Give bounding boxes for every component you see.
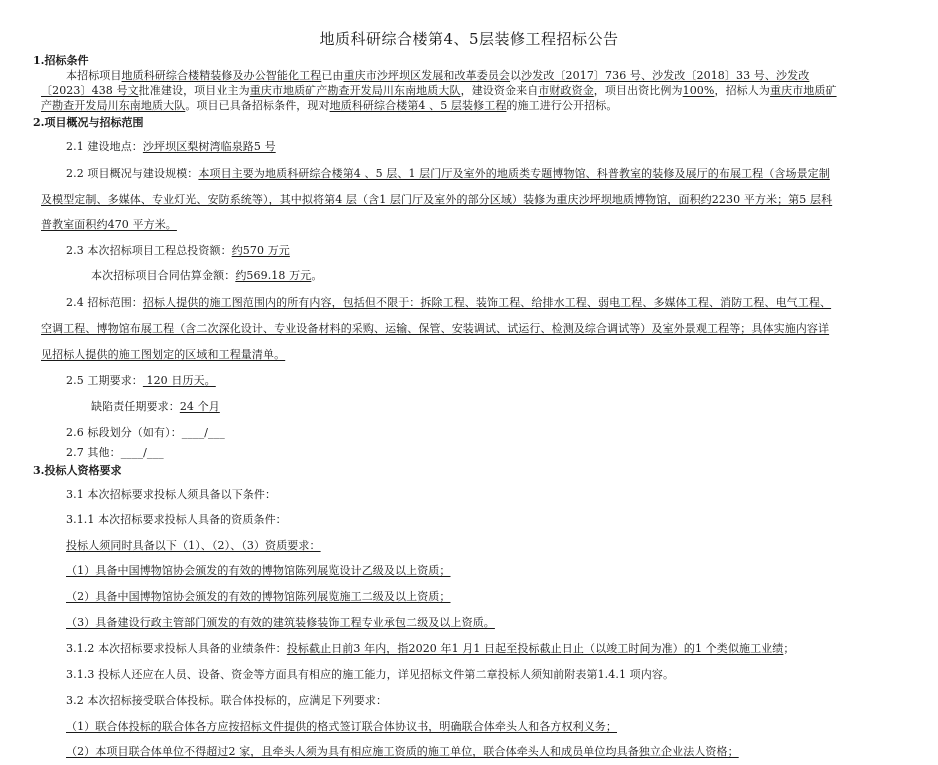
project-name: 地质科研综合楼精装修及办公智能化工程 [121, 69, 322, 82]
qual-1: （1）具备中国博物馆协会颁发的有效的博物馆陈列展览设计乙级及以上资质； [66, 564, 451, 577]
s2-7-line [66, 444, 164, 460]
s2-2-line-3: 普教室面积约470 平方米。 [41, 218, 177, 231]
works-name: 地质科研综合楼第4 、5 层装修工程 [329, 99, 507, 112]
qual-2: （2）具备中国博物馆协会颁发的有效的博物馆陈列展览施工二级及以上资质； [66, 590, 451, 603]
s3-1-3-line: 3.1.3 投标人还应在人员、设备、资金等方面具有相应的施工能力，详见招标文件第二章投标人须知前附表第1.4.1 项内容。 [66, 668, 675, 681]
label: 2.1 建设地点： [66, 140, 143, 153]
section-1-heading: 1.招标条件 [33, 54, 89, 67]
label: 2.2 项目概况与建设规模： [66, 167, 199, 180]
text: 以 [510, 69, 522, 82]
text: 本招标项目 [66, 69, 122, 82]
blank: ____/___ [181, 426, 225, 439]
s2-3-line-2 [91, 267, 322, 283]
location: 沙坪坝区梨树湾临泉路5 号 [142, 140, 276, 153]
s2-2-line-2: 及模型定制、多媒体、专业灯光、安防系统等），其中拟将第4 层（含1 层门厅及室外的部分区域）装修为重庆沙坪坝地质博物馆，面积约2230 平方米；第5 层科 [41, 193, 833, 206]
tenderer: 重庆市地质矿 [769, 84, 837, 97]
blank: ____/___ [120, 446, 164, 459]
text: 。项目已具备招标条件，现对 [185, 99, 330, 112]
duration: 120 日历天。 [142, 374, 216, 387]
label: 2.3 本次招标项目工程总投资额： [66, 244, 232, 257]
label: 本次招标项目合同估算金额： [91, 269, 236, 282]
section-2-heading: 2.项目概况与招标范围 [33, 116, 144, 129]
jv-1: （1）联合体投标的联合体各方应按招标文件提供的格式签订联合体协议书，明确联合体牵头人和各方权利义务； [66, 720, 617, 733]
scale-text: 本项目主要为地质科研综合楼第4 、5 层、1 层门厅及室外的地质类专题博物馆、科普教室的装修及展厅的布展工程（含场景定制 [198, 167, 830, 180]
s2-1-line [66, 138, 276, 154]
text: 已由 [321, 69, 344, 82]
s3-2-line: 3.2 本次招标接受联合体投标。联合体投标的，应满足下列要求： [66, 694, 388, 707]
label: 缺陷责任期要求： [91, 400, 180, 413]
label: 3.1.2 本次招标要求投标人具备的业绩条件： [66, 642, 287, 655]
label: 2.7 其他： [66, 446, 121, 459]
approval-authority: 重庆市沙坪坝区发展和改革委员会 [343, 69, 511, 82]
s3-1-2-line [66, 640, 794, 656]
qual-intro: 投标人须同时具备以下（1）、（2）、（3）资质要求： [66, 539, 321, 552]
label: 2.6 标段划分（如有）： [66, 426, 182, 439]
label: 2.4 招标范围： [66, 296, 143, 309]
label: 2.5 工期要求： [66, 374, 143, 387]
contract-estimate: 约569.18 万元 [235, 269, 312, 282]
s3-1-line: 3.1 本次招标要求投标人须具备以下条件： [66, 488, 277, 501]
s2-5-line-2 [91, 398, 220, 414]
text: 的施工进行公开招标。 [506, 99, 618, 112]
s2-4-line-2: 空调工程、博物馆布展工程（含二次深化设计、专业设备材料的采购、运输、保管、安装调试、试运行、检测及综合调试等）及室外景观工程等；具体实施内容详 [41, 322, 830, 335]
funding-ratio: 100% [682, 84, 715, 97]
s1-line-1 [66, 67, 809, 83]
text: ； [783, 642, 795, 655]
qual-3: （3）具备建设行政主管部门颁发的有效的建筑装修装饰工程专业承包二级及以上资质。 [66, 616, 495, 629]
experience-requirement: 投标截止日前3 年内，指2020 年1 月1 日起至投标截止日止（以竣工时间为准）的1 个类似施工业绩 [286, 642, 784, 655]
project-owner: 重庆市地质矿产勘查开发局川东南地质大队 [249, 84, 461, 97]
s1-line-3 [41, 97, 617, 113]
funding-source: 市财政资金 [538, 84, 594, 97]
text: ，招标人为 [714, 84, 770, 97]
s2-4-line-1 [66, 294, 831, 310]
approval-docs-cont: 〔2023〕438 号文 [41, 84, 139, 97]
scope-text: 招标人提供的施工图范围内的所有内容，包括但不限于：拆除工程、装饰工程、给排水工程、弱电工程、多媒体工程、消防工程、电气工程、 [142, 296, 832, 309]
s2-2-line-1 [66, 165, 830, 181]
text: ，项目出资比例为 [593, 84, 683, 97]
page-title: 地质科研综合楼第4、5层装修工程招标公告 [319, 30, 619, 48]
s3-1-1-line: 3.1.1 本次招标要求投标人具备的资质条件： [66, 513, 287, 526]
text: 。 [311, 269, 323, 282]
s2-6-line [66, 424, 225, 440]
s1-line-2 [41, 82, 837, 98]
defect-period: 24 个月 [179, 400, 220, 413]
text: ，建设资金来自 [460, 84, 539, 97]
s2-4-line-3: 见招标人提供的施工图划定的区域和工程量清单。 [41, 348, 286, 361]
jv-2: （2）本项目联合体单位不得超过2 家，且牵头人须为具有相应施工资质的施工单位，联合体牵头人和成员单位均具备独立企业法人资格； [66, 745, 739, 758]
s2-5-line-1 [66, 372, 216, 388]
tenderer-cont: 产勘查开发局川东南地质大队 [41, 99, 186, 112]
total-investment: 约570 万元 [231, 244, 290, 257]
approval-docs: 沙发改〔2017〕736 号、沙发改〔2018〕33 号、沙发改 [521, 69, 810, 82]
section-3-heading: 3.投标人资格要求 [33, 464, 122, 477]
s2-3-line-1 [66, 242, 290, 258]
text: 批准建设，项目业主为 [138, 84, 250, 97]
